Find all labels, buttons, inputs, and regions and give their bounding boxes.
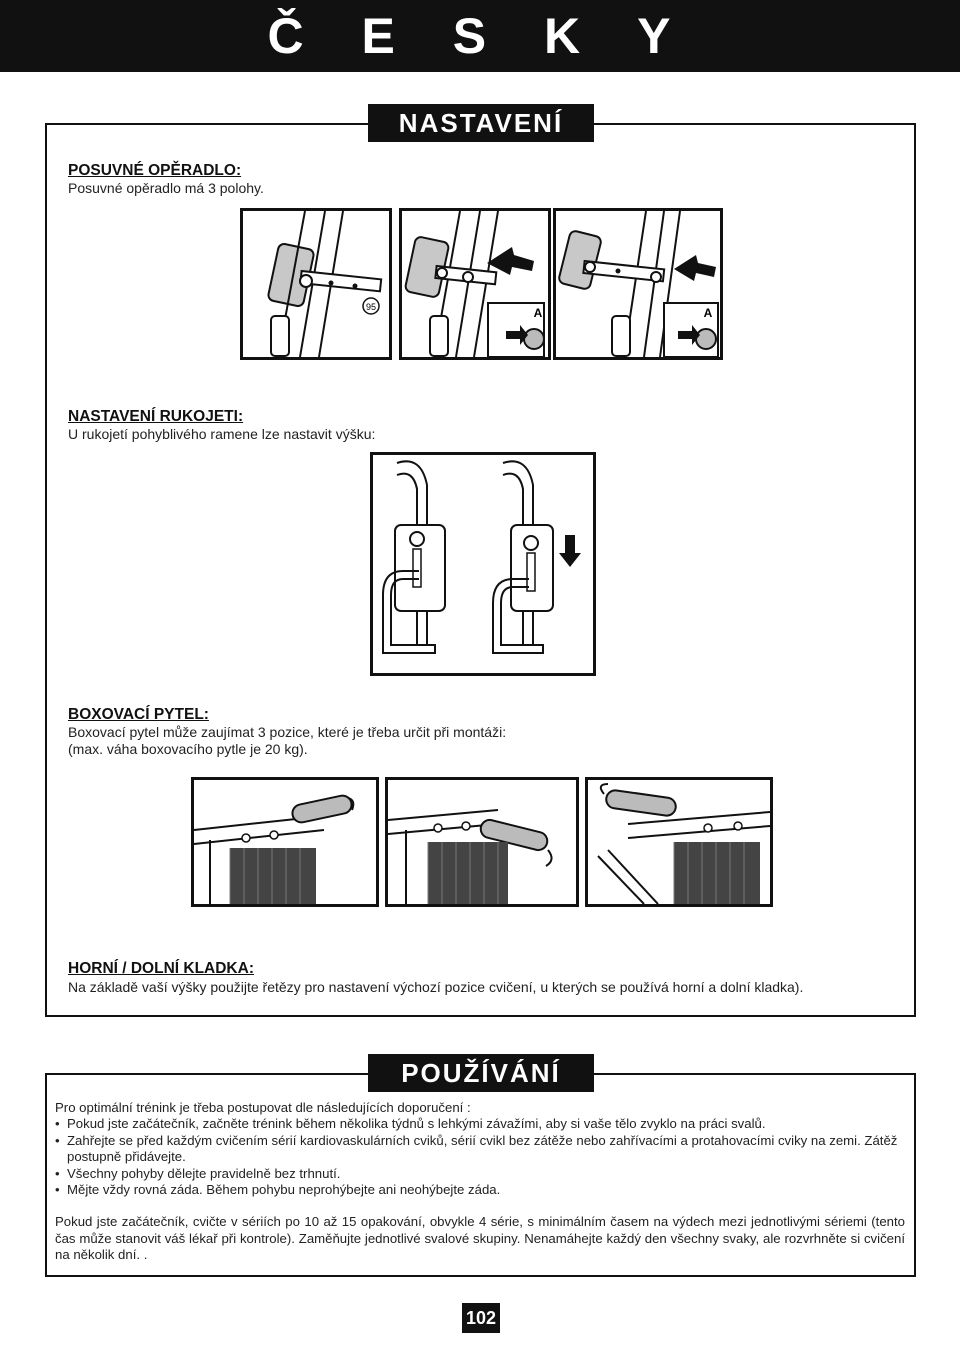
bag-drawing-1 [194, 780, 376, 904]
backrest-illustration-3 [553, 208, 723, 360]
usage-title-text: POUŽÍVÁNÍ [401, 1057, 561, 1088]
handle-text: U rukojetí pohyblivého ramene lze nastavit výšku: [68, 426, 376, 442]
page-number [462, 1303, 500, 1333]
language-title: Č E S K Y [267, 8, 693, 64]
settings-section-title [368, 104, 594, 142]
handle-illustration [370, 452, 596, 676]
backrest-drawing-1 [243, 211, 389, 357]
recommendation-item: • Pokud jste začátečník, začněte trénink během několika týdnů s lehkými závažími, aby si vaše tělo zvyklo na práci svalů. [55, 1116, 905, 1133]
page-number-text: 102 [465, 1307, 497, 1328]
recommendation-item: • Mějte vždy rovná záda. Během pohybu neprohýbejte ani neohýbejte záda. [55, 1182, 905, 1199]
backrest-drawing-3 [556, 211, 720, 357]
bag-text-line-2: (max. váha boxovacího pytle je 20 kg). [68, 741, 308, 757]
bag-position-illustration-3 [585, 777, 773, 907]
usage-intro: Pro optimální trénink je třeba postupovat dle následujících doporučení : [55, 1100, 471, 1115]
backrest-illustration-2 [399, 208, 551, 360]
label-a-2: A [703, 306, 713, 320]
recommendation-item: • Zahřejte se před každým cvičením sérií kardiovaskulárních cviků, sérií cvikl bez zátěže nebo zahřívacími a protahovacími cviky na zemi. Zátěž postupně přidávejte. [55, 1133, 905, 1166]
bag-heading: BOXOVACÍ PYTEL: [68, 706, 209, 723]
bag-position-illustration-1 [191, 777, 379, 907]
backrest-heading: POSUVNÉ OPĚRADLO: [68, 162, 242, 179]
recommendation-item: • Všechny pohyby dělejte pravidelně bez trhnutí. [55, 1166, 905, 1183]
backrest-text: Posuvné opěradlo má 3 polohy. [68, 180, 264, 196]
usage-section-title [368, 1054, 594, 1092]
pulley-text: Na základě vaší výšky použijte řetězy pro nastavení výchozí pozice cvičení, u kterých se používá horní a dolní kladka). [68, 979, 804, 995]
handle-heading: NASTAVENÍ RUKOJETI: [68, 408, 244, 425]
bag-text-line-1: Boxovací pytel může zaujímat 3 pozice, které je třeba určit při montáži: [68, 724, 507, 740]
pulley-heading: HORNÍ / DOLNÍ KLADKA: [68, 960, 254, 977]
backrest-drawing-2 [402, 211, 548, 357]
usage-recommendations-list [55, 1116, 905, 1199]
settings-title-text: NASTAVENÍ [398, 107, 564, 138]
bag-position-illustration-2 [385, 777, 579, 907]
part-number-callout: 95 [365, 302, 377, 312]
language-header [0, 0, 960, 72]
backrest-illustration-1 [240, 208, 392, 360]
label-a-1: A [533, 306, 543, 320]
usage-paragraph: Pokud jste začátečník, cvičte v sériích po 10 až 15 opakování, obvykle 4 série, s minimálním časem na výdech mezi jednotlivými sériemi (tento čas může stanovit váš lékař při kontrole). Zaměňujte jednotlivé svalové skupiny. Nenamáhejte každý den všechny svaky, ale rozvrhněte si cvičení na několik dní. . [55, 1214, 905, 1262]
handle-drawing [373, 455, 593, 673]
bag-drawing-3 [588, 780, 770, 904]
bag-drawing-2 [388, 780, 576, 904]
